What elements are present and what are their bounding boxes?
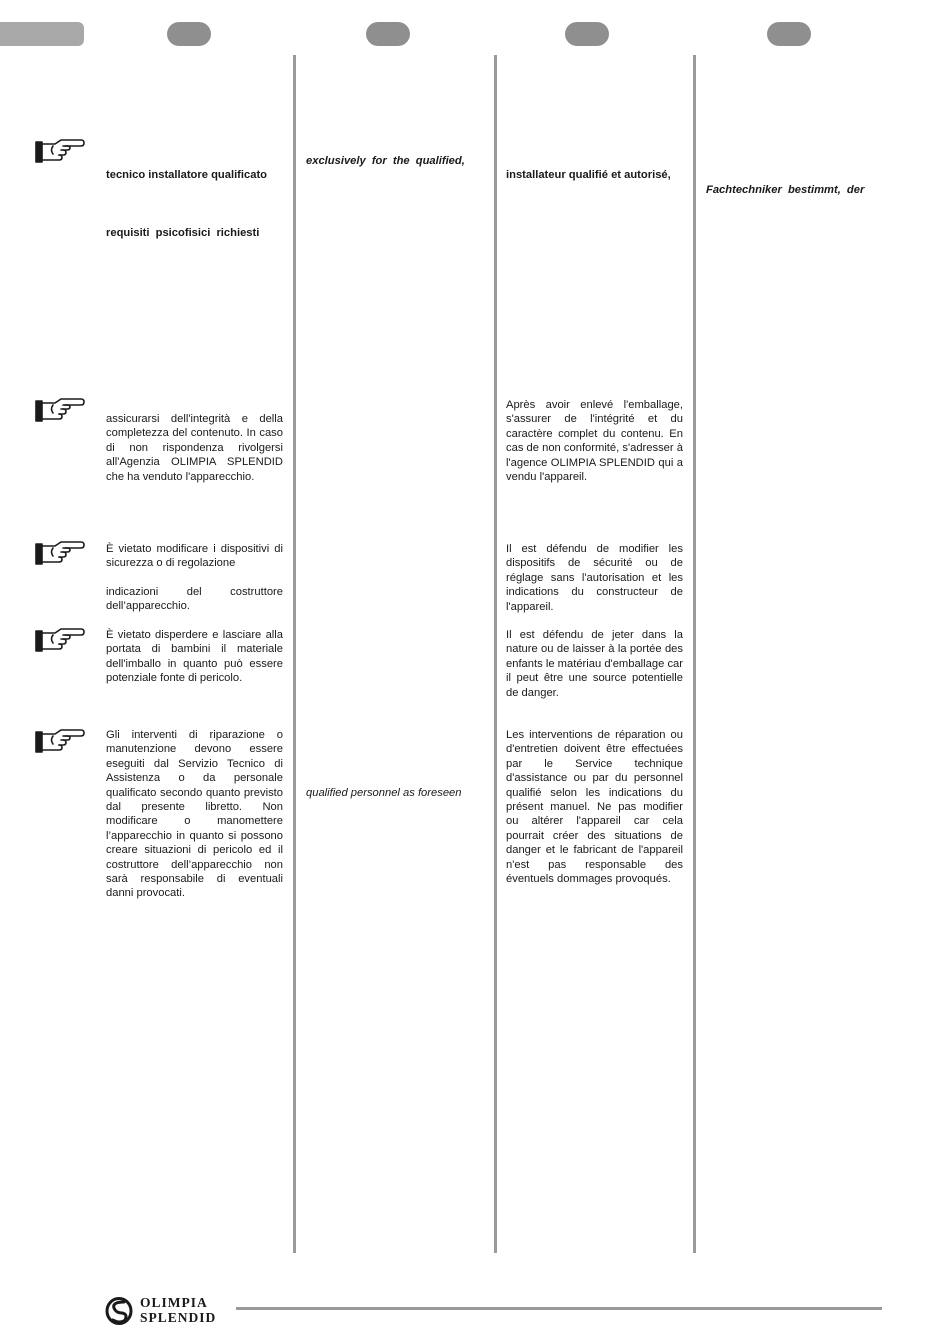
language-indicator-de <box>565 22 609 46</box>
pointing-hand-icon <box>35 138 85 164</box>
olimpia-splendid-logo-icon <box>104 1296 136 1326</box>
it-vietato-dispositivi-text: È vietato modificare i dispositivi di sicurezza o di regolazione <box>106 543 283 570</box>
pointing-hand-icon <box>35 627 85 653</box>
it-requisiti-text: requisiti psicofisici richiesti <box>106 227 260 239</box>
logo-text-splendid: SPLENDID <box>140 1310 217 1325</box>
fr-interventions-text: Les interventions de réparation ou d'entretien doivent être effectuées par le Service technique d'assistance ou par du personnel qualifié selon les indications du présent manuel. Ne pas modifier ou altérer l'appareil car cela pourrait créer des situations de danger et le fabricant de l'appareil n'est pas responsable des éventuels dommages provoqués. <box>506 729 683 886</box>
it-vietato-imballo-text: È vietato disperdere e lasciare alla portata di bambini il materiale dell'imballo in quanto può essere potenziale fonte di pericolo. <box>106 629 283 685</box>
de-fachtechniker-text: Fachtechniker bestimmt, der <box>706 184 865 196</box>
pointing-hand-icon <box>35 540 85 566</box>
column-divider <box>494 55 497 1253</box>
fr-defendu-dispositifs-text: Il est défendu de modifier les dispositifs de sécurité ou de réglage sans l'autorisation et les indications du constructeur de l'appareil. <box>506 543 683 613</box>
pointing-hand-icon <box>35 397 85 423</box>
fr-defendu-emballage-text: Il est défendu de jeter dans la nature ou de laisser à la portée des enfants le matériau d'emballage car il peut être une source potentielle de danger. <box>506 629 683 699</box>
en-exclusively-text: exclusively for the qualified, <box>306 155 465 167</box>
fr-emballage-text: Après avoir enlevé l'emballage, s'assurer de l'intégrité et du caractère complet du contenu. En cas de non conformité, s'adresser à l'agence OLIMPIA SPLENDID qui a vendu l'appareil. <box>506 399 683 484</box>
language-indicator-en <box>167 22 211 46</box>
it-integrita-text: assicurarsi dell'integrità e della completezza del contenuto. In caso di non rispondenza rivolgersi all'Agenzia OLIMPIA SPLENDID che ha venduto l'apparecchio. <box>106 413 283 483</box>
language-indicator-es <box>767 22 811 46</box>
logo-text-olimpia: OLIMPIA <box>140 1295 208 1310</box>
it-interventi-text: Gli interventi di riparazione o manutenzione devono essere eseguiti dal Servizio Tecnico di Assistenza o da personale qualificato secondo quanto previsto dal presente libretto. Non modificare o manomettere l’apparecchio in quanto si possono creare situazioni di pericolo ed il costruttore dell’apparecchio non sarà responsabile di eventuali danni provocati. <box>106 729 283 900</box>
en-qualified-text: qualified personnel as foreseen <box>306 787 462 799</box>
it-indicazioni-text: indicazioni del costruttore dell’apparecchio. <box>106 586 283 613</box>
olimpia-splendid-logo <box>104 1294 234 1328</box>
language-indicator-fr <box>366 22 410 46</box>
footer-rule <box>236 1307 882 1310</box>
pointing-hand-icon <box>35 728 85 754</box>
column-divider <box>693 55 696 1253</box>
fr-installateur-text: installateur qualifié et autorisé, <box>506 169 671 181</box>
column-divider <box>293 55 296 1253</box>
it-tecnico-text: tecnico installatore qualificato <box>106 169 268 181</box>
language-tab-current <box>0 22 84 46</box>
